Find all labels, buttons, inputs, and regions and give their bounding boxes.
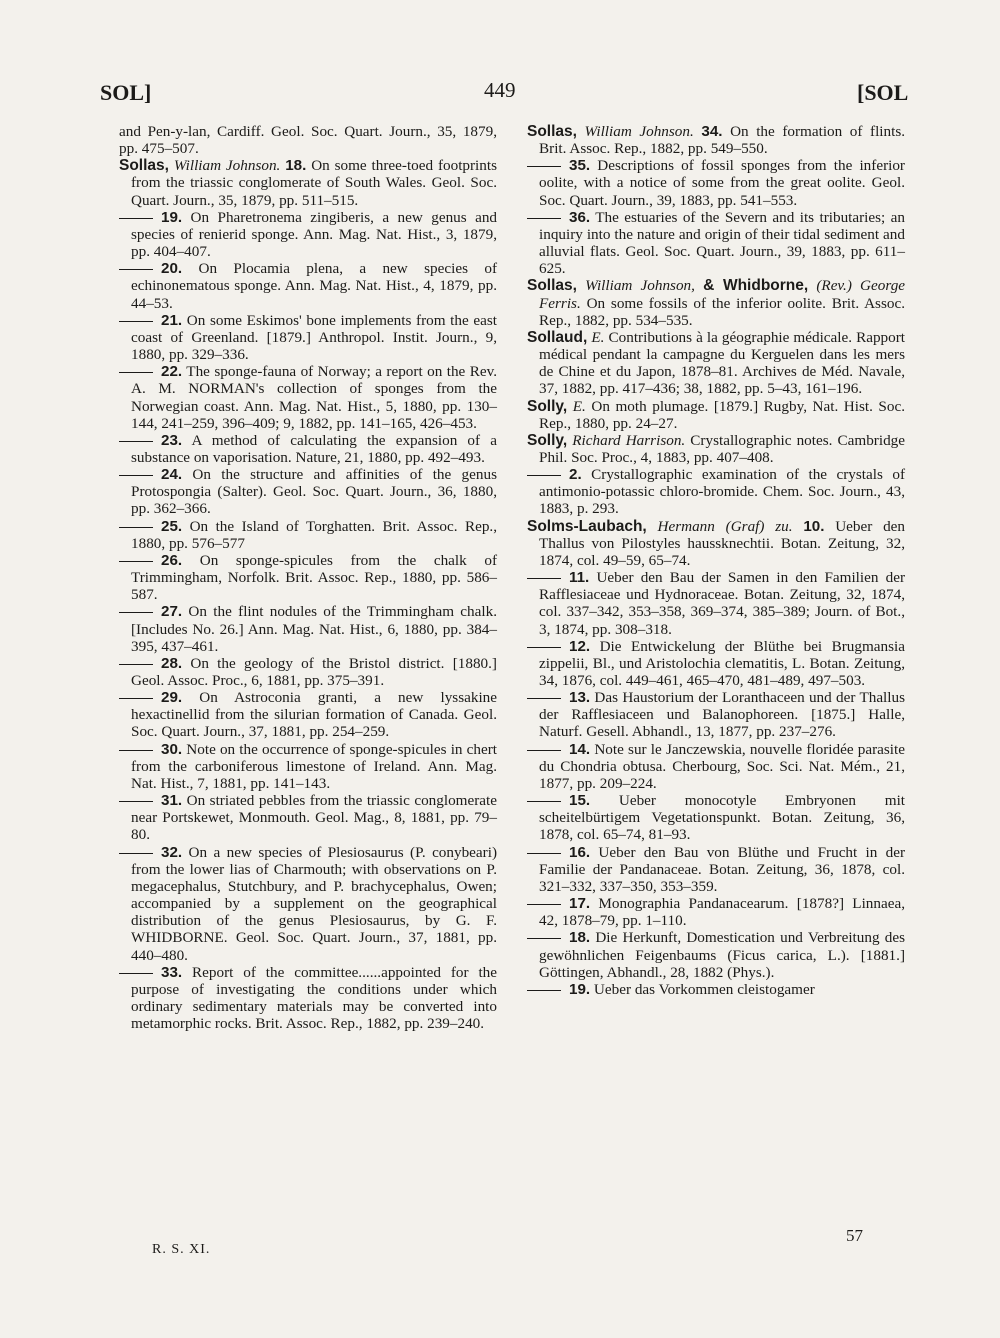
bibliography-entry xyxy=(527,741,905,792)
bibliography-entry xyxy=(527,398,905,432)
ditto-rule xyxy=(527,990,561,991)
bibliography-entry xyxy=(527,638,905,689)
ditto-rule xyxy=(119,321,153,322)
entry-number: 25. xyxy=(161,517,183,535)
bibliography-entry xyxy=(119,466,497,517)
bibliography-entry xyxy=(527,123,905,157)
entry-text: Crystallographic examination of the crystals of antimonio-potassic chloro-bromide. Chem. Soc. Journ., 43, 1883, p. 293. xyxy=(539,466,906,518)
entry-text: and Pen-y-lan, Cardiff. Geol. Soc. Quart. Journ., 35, 1879, pp. 475–507. xyxy=(119,123,497,158)
right-column xyxy=(527,123,905,998)
entry-number: 28. xyxy=(161,654,183,672)
author-surname: Sollas, xyxy=(527,277,577,295)
entry-number: 35. xyxy=(569,157,591,175)
ditto-rule xyxy=(119,853,153,854)
ditto-rule xyxy=(527,904,561,905)
coauthor-forename: (Rev.) George Ferris. xyxy=(539,277,906,312)
ditto-rule xyxy=(527,750,561,751)
bibliography-entry xyxy=(119,964,497,1033)
bibliography-entry xyxy=(527,895,905,929)
ditto-rule xyxy=(527,647,561,648)
bibliography-entry xyxy=(527,569,905,638)
ditto-rule xyxy=(527,938,561,939)
bibliography-entry xyxy=(119,260,497,311)
entry-number: 15. xyxy=(569,792,591,810)
entry-number: 10. xyxy=(803,517,825,535)
bibliography-entry xyxy=(527,157,905,208)
entry-number: 17. xyxy=(569,895,591,913)
ditto-rule xyxy=(119,698,153,699)
bibliography-entry xyxy=(119,741,497,792)
bibliography-entry xyxy=(527,277,905,328)
entry-number: 26. xyxy=(161,551,183,569)
printer-signature: R. S. XI. xyxy=(152,1242,211,1257)
author-forename: E. xyxy=(572,397,586,415)
entry-text: The estuaries of the Severn and its tributaries; an inquiry into the nature and origin of their tidal sediment and alluvial flats. Geol. Soc. Quart. Journ., 39, 1883, pp. 611–625. xyxy=(539,208,906,278)
ditto-rule xyxy=(119,218,153,219)
entry-text: On the Island of Torghatten. Brit. Assoc. Rep., 1880, pp. 576–577 xyxy=(131,517,497,552)
entry-number: 34. xyxy=(701,123,723,140)
sheet-number: 57 xyxy=(846,1226,863,1245)
entry-number: 13. xyxy=(569,689,591,707)
ditto-rule xyxy=(527,578,561,579)
bibliography-entry xyxy=(119,157,497,208)
author-surname: Solms-Laubach, xyxy=(527,517,647,535)
entry-text: Ueber das Vorkommen cleistogamer xyxy=(593,980,815,998)
bibliography-entry xyxy=(527,981,905,998)
entry-text: On Astroconia granti, a new lyssakine hexactinellid from the silurian formation of Canada. Geol. Soc. Quart. Journ., 37, 1881, pp. 254–259. xyxy=(131,689,497,741)
entry-text: Report of the committee......appointed for the purpose of investigating the conditions under which ordinary sedimentary materials may be converted into metamorphic rocks. Brit. Assoc. Rep., 1882, pp. 239–240. xyxy=(131,963,498,1033)
bibliography-entry xyxy=(119,123,497,157)
entry-text: On the structure and affinities of the genus Protospongia (Salter). Geol. Soc. Quart. Journ., 36, 1880, pp. 362–366. xyxy=(131,466,497,518)
bibliography-entry xyxy=(527,432,905,466)
ditto-rule xyxy=(119,561,153,562)
entry-text: Monographia Pandanacearum. [1878?] Linnaea, 42, 1878–79, pp. 1–110. xyxy=(539,895,905,930)
ditto-rule xyxy=(119,973,153,974)
entry-text: Crystallographic notes. Cambridge Phil. Soc. Proc., 4, 1883, pp. 407–408. xyxy=(539,431,905,466)
author-forename: William Johnson. xyxy=(173,157,281,175)
entry-text: Contributions à la géographie médicale. Rapport médical pendant la campagne du Kerguelen dans les mers de Chine et du Japon, 1878–81. Archives de Méd. Navale, 37, 1882, pp. 417–436; 38, 1882, pp. 5–43, 161–196. xyxy=(539,328,906,398)
ditto-rule xyxy=(119,372,153,373)
entry-text: On some Eskimos' bone implements from the east coast of Greenland. [1879.] Anthropol. Instit. Journ., 9, 1880, pp. 329–336. xyxy=(131,311,497,364)
ditto-rule xyxy=(119,801,153,802)
author-surname: Sollas, xyxy=(119,157,169,175)
entry-text: On Pharetronema zingiberis, a new genus and species of renierid sponge. Ann. Mag. Nat. Hist., 3, 1879, pp. 404–407. xyxy=(131,208,498,261)
entry-number: 32. xyxy=(161,843,183,861)
entry-text: Ueber den Thallus von Pilostyles haussknechtii. Botan. Zeitung, 32, 1874, col. 49–59, 65–74. xyxy=(539,517,906,569)
entry-text: The sponge-fauna of Norway; a report on the Rev. A. M. NORMAN's collection of sponges from the Norwegian coast. Ann. Mag. Nat. Hist., 5, 1880, pp. 130–144, 241–259, 396–409; 9, 1882, pp. 141–165, 426–453. xyxy=(131,363,497,432)
ditto-rule xyxy=(119,441,153,442)
bibliography-entry xyxy=(527,329,905,398)
bibliography-entry xyxy=(527,844,905,895)
entry-text: On Plocamia plena, a new species of echinonematous sponge. Ann. Mag. Nat. Hist., 4, 1879, pp. 44–53. xyxy=(131,260,497,312)
ditto-rule xyxy=(527,698,561,699)
bibliography-entry xyxy=(119,792,497,843)
author-forename: William Johnson. xyxy=(584,123,694,140)
entry-text: On the geology of the Bristol district. [1880.] Geol. Assoc. Proc., 6, 1881, pp. 375–391. xyxy=(131,654,497,689)
entry-text: Das Haustorium der Loranthaceen und der Thallus der Rafflesiaceen und Balanophoreen. [1875.] Halle, Naturf. Gesell. Abhandl., 13, 1877, pp. 237–276. xyxy=(539,689,905,741)
entry-number: 16. xyxy=(569,843,591,861)
author-forename: William Johnson, xyxy=(585,277,695,295)
bibliography-entry xyxy=(527,792,905,843)
entry-text: On moth plumage. [1879.] Rugby, Nat. Hist. Soc. Rep., 1880, pp. 24–27. xyxy=(539,397,906,432)
entry-number: 27. xyxy=(161,603,183,621)
entry-text: A method of calculating the expansion of a substance on vaporisation. Nature, 21, 1880, pp. 492–493. xyxy=(131,431,497,466)
entry-text: Note on the occurrence of sponge-spicules in chert from the carboniferous limestone of Ireland. Ann. Mag. Nat. Hist., 7, 1881, pp. 141–143. xyxy=(131,740,498,792)
bibliography-entry xyxy=(527,518,905,569)
author-surname: Solly, xyxy=(527,397,568,415)
bibliography-entry xyxy=(119,363,497,432)
bibliography-entry xyxy=(119,552,497,603)
entry-number: 36. xyxy=(569,208,591,226)
ditto-rule xyxy=(527,853,561,854)
bibliography-entry xyxy=(119,655,497,689)
running-head-right: [SOL xyxy=(857,80,909,105)
author-surname: Solly, xyxy=(527,431,568,449)
entry-text: Descriptions of fossil sponges from the inferior oolite, with a notice of some from the great oolite. Geol. Soc. Quart. Journ., 39, 1883, pp. 541–553. xyxy=(539,157,905,209)
ditto-rule xyxy=(119,475,153,476)
bibliography-entry xyxy=(527,689,905,740)
author-surname: Sollaud, xyxy=(527,328,588,346)
entry-number: 22. xyxy=(161,363,183,381)
ditto-rule xyxy=(527,166,561,167)
entry-number: 14. xyxy=(569,740,591,758)
bibliography-entry xyxy=(119,689,497,740)
entry-number: 19. xyxy=(569,980,591,998)
bibliography-entry xyxy=(527,209,905,278)
bibliography-entry xyxy=(527,929,905,980)
bibliography-entry xyxy=(119,312,497,363)
ditto-rule xyxy=(119,612,153,613)
ditto-rule xyxy=(527,218,561,219)
entry-number: 18. xyxy=(285,157,307,175)
entry-text: On striated pebbles from the triassic conglomerate near Portskewet, Monmouth. Geol. Mag., 8, 1881, pp. 79–80. xyxy=(131,792,497,844)
bibliography-entry xyxy=(119,603,497,654)
entry-number: 12. xyxy=(569,637,591,655)
coauthor-surname: & Whidborne, xyxy=(703,277,809,295)
author-forename: Hermann (Graf) zu. xyxy=(657,517,793,535)
bibliography-entry xyxy=(527,466,905,517)
entry-number: 18. xyxy=(569,929,591,947)
entry-text: Ueber den Bau der Samen in den Familien der Rafflesiaceae und Hydnoraceae. Botan. Zeitung, 32, 1874, col. 337–342, 353–358, 369–374, 385–389; Journ. of Bot., 3, 1874, pp. 308–318. xyxy=(539,569,905,638)
entry-number: 2. xyxy=(569,466,582,484)
running-head-left: SOL] xyxy=(100,80,152,105)
entry-number: 20. xyxy=(161,260,183,278)
entry-number: 30. xyxy=(161,740,183,758)
author-forename: Richard Harrison. xyxy=(572,431,686,449)
page-number: 449 xyxy=(484,78,516,102)
entry-number: 11. xyxy=(569,569,590,587)
entry-text: On the formation of flints. Brit. Assoc. Rep., 1882, pp. 549–550. xyxy=(539,123,906,158)
entry-number: 19. xyxy=(161,208,183,226)
bibliography-entry xyxy=(119,844,497,964)
entry-text: Die Herkunft, Domestication und Verbreitung des gewöhnlichen Feigenbaums (Ficus carica, L.). [1881.] Göttingen, Abhandl., 28, 1882 (Phys.). xyxy=(539,929,905,981)
left-column xyxy=(119,123,497,1032)
author-surname: Sollas, xyxy=(527,123,577,140)
ditto-rule xyxy=(119,527,153,528)
entry-number: 21. xyxy=(161,311,183,329)
entry-number: 33. xyxy=(161,963,183,981)
ditto-rule xyxy=(119,664,153,665)
entry-number: 29. xyxy=(161,689,183,707)
entry-text: On a new species of Plesiosaurus (P. conybeari) from the lower lias of Charmouth; with observations on P. megacephalus, Stutchbury, and P. brachycephalus, Owen; accompanied by a supplement on the geographical distribution of the genus Plesiosaurus, by G. F. WHIDBORNE. Geol. Soc. Quart. Journ., 37, 1881, pp. 440–480. xyxy=(131,843,498,964)
bibliography-entry xyxy=(119,518,497,552)
entry-number: 23. xyxy=(161,431,183,449)
entry-text: Ueber monocotyle Embryonen mit scheitelbürtigem Vegetationspunkt. Botan. Zeitung, 36, 1878, col. 65–74, 81–93. xyxy=(539,792,906,844)
ditto-rule xyxy=(527,475,561,476)
author-forename: E. xyxy=(591,328,605,346)
entry-text: Die Entwickelung der Blüthe bei Brugmansia zippelii, Bl., und Aristolochia clematitis, L. Botan. Zeitung, 34, 1876, col. 449–461, 465–470, 481–489, 497–503. xyxy=(539,637,906,689)
ditto-rule xyxy=(527,801,561,802)
entry-text: Ueber den Bau von Blüthe und Frucht in der Familie der Pandanaceae. Botan. Zeitung, 36, 1878, col. 321–332, 337–350, 353–359. xyxy=(539,843,905,895)
entry-text: On some three-toed footprints from the triassic conglomerate of South Wales. Geol. Soc. Quart. Journ., 35, 1879, pp. 511–515. xyxy=(131,157,498,209)
entry-text: Note sur le Janczewskia, nouvelle floridée parasite du Chondria obtusa. Cherbourg, Soc. Sci. Nat. Mém., 21, 1877, pp. 209–224. xyxy=(539,740,905,792)
entry-text: On some fossils of the inferior oolite. Brit. Assoc. Rep., 1882, pp. 534–535. xyxy=(539,294,906,329)
entry-text: On sponge-spicules from the chalk of Trimmingham, Norfolk. Brit. Assoc. Rep., 1880, pp. 586–587. xyxy=(131,551,498,604)
ditto-rule xyxy=(119,750,153,751)
entry-text: On the flint nodules of the Trimmingham chalk. [Includes No. 26.] Ann. Mag. Nat. Hist., 6, 1880, pp. 384–395, 437–461. xyxy=(131,603,497,655)
bibliography-entry xyxy=(119,209,497,260)
bibliography-entry xyxy=(119,432,497,466)
entry-number: 31. xyxy=(161,792,183,810)
ditto-rule xyxy=(119,269,153,270)
entry-number: 24. xyxy=(161,466,183,484)
